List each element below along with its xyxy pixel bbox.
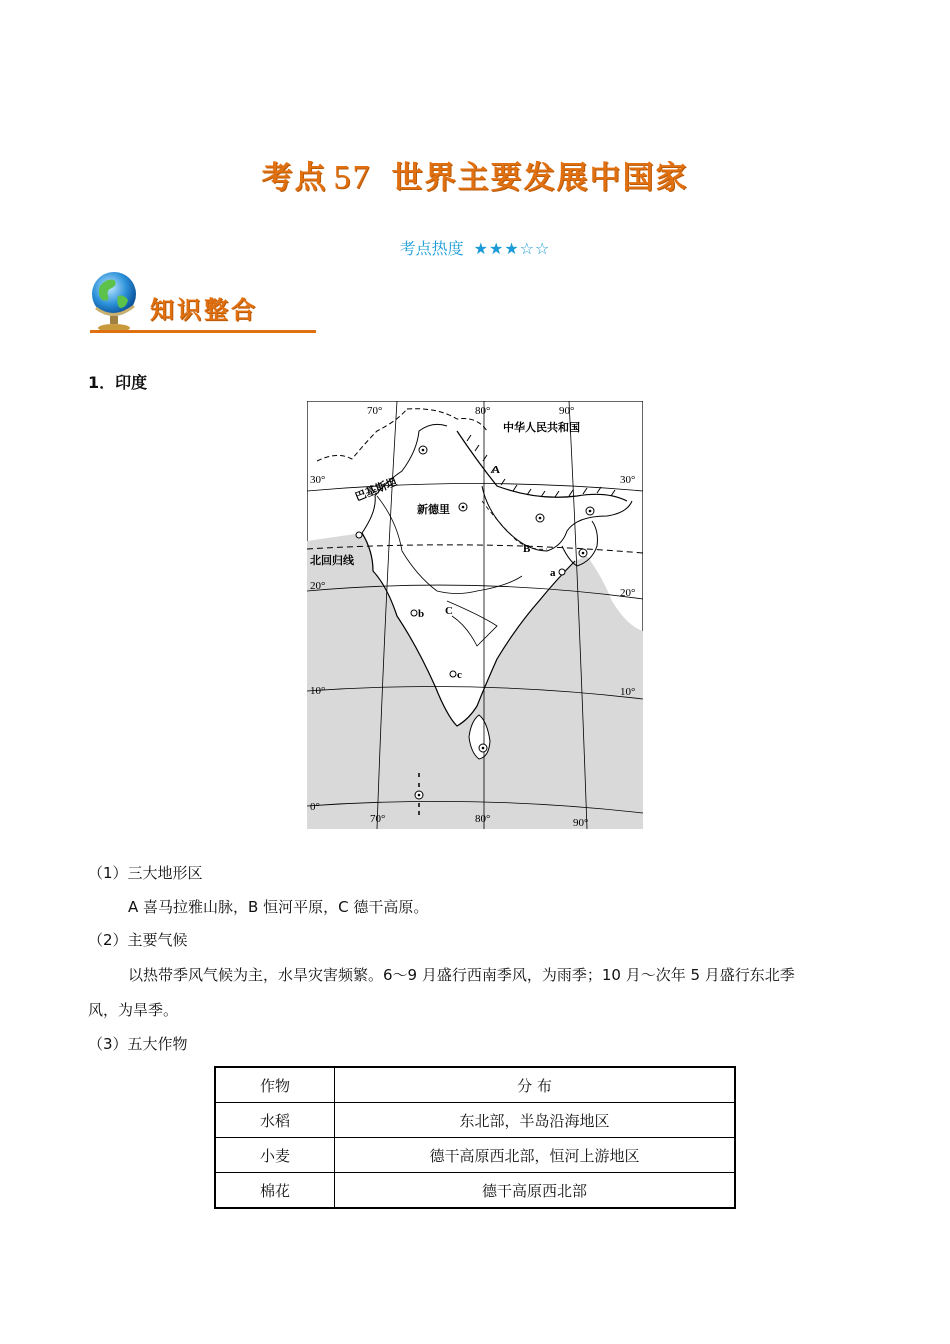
city-a — [559, 569, 565, 575]
lon-label-top: 90° — [559, 405, 575, 417]
label-b: b — [418, 608, 425, 620]
lat-label-right: 30° — [620, 474, 636, 486]
label-B: B — [523, 543, 531, 555]
china-label: 中华人民共和国 — [503, 421, 580, 434]
lon-label-top: 70° — [367, 405, 383, 417]
title-text: 世界主要发展中国家 — [391, 160, 689, 196]
lat-label-left: 20° — [310, 580, 326, 592]
heat-stars: ★★★☆☆ — [473, 239, 551, 258]
india-map — [307, 401, 643, 829]
lon-label-bottom: 80° — [475, 813, 491, 825]
table-row — [215, 1103, 735, 1138]
lat-label-right: 10° — [620, 686, 636, 698]
lat-label-right: 20° — [620, 587, 636, 599]
table-cell: 德干高原西北部，恒河上游地区 — [335, 1138, 736, 1173]
title-prefix: 考点 — [261, 160, 328, 196]
title-number: 57 — [333, 159, 372, 196]
crops-table — [214, 1066, 736, 1209]
city-c — [450, 671, 456, 677]
section-header — [88, 268, 318, 334]
city-karachi — [356, 532, 362, 538]
capital-label: 新德里 — [417, 503, 450, 516]
landforms-text: A 喜马拉雅山脉，B 恒河平原，C 德干高原。 — [128, 898, 429, 916]
section-underline — [90, 330, 316, 333]
label-C: C — [445, 605, 453, 617]
table-cell: 棉花 — [215, 1173, 335, 1209]
heat-rating — [0, 236, 950, 259]
label-a: a — [550, 567, 556, 579]
pakistan-label: 巴基斯坦 — [353, 475, 399, 504]
table-cell: 东北部，半岛沿海地区 — [335, 1103, 736, 1138]
lat-label-left: 10° — [310, 685, 326, 697]
climate-text-line2: 风，为旱季。 — [88, 1001, 179, 1019]
city-b — [411, 610, 417, 616]
label-c: c — [457, 669, 462, 681]
table-cell: 水稻 — [215, 1103, 335, 1138]
table-header-row — [215, 1067, 735, 1103]
globe-icon — [88, 268, 144, 334]
lon-label-top: 80° — [475, 405, 491, 417]
label-A: A — [492, 464, 500, 476]
lon-label-bottom: 70° — [370, 813, 386, 825]
tropic-label: 北回归线 — [310, 554, 354, 567]
section-label: 知识整合 — [150, 296, 258, 324]
header-cell: 分 布 — [335, 1067, 736, 1103]
sub-heading-climate: （2）主要气候 — [88, 931, 188, 949]
table-row — [215, 1173, 735, 1209]
heading-india: 1．印度 — [88, 373, 148, 392]
lat-label-left: 30° — [310, 474, 326, 486]
table-row — [215, 1138, 735, 1173]
heat-label: 考点热度 — [399, 239, 464, 258]
climate-text-line1: 以热带季风气候为主，水旱灾害频繁。6～9 月盛行西南季风，为雨季；10 月～次年 5 月盛行东北季 — [128, 966, 795, 984]
table-cell: 小麦 — [215, 1138, 335, 1173]
lat-label-left: 0° — [310, 801, 320, 813]
header-cell: 作物 — [215, 1067, 335, 1103]
table-cell: 德干高原西北部 — [335, 1173, 736, 1209]
sub-heading-landforms: （1）三大地形区 — [88, 864, 203, 882]
sub-heading-crops: （3）五大作物 — [88, 1035, 188, 1053]
lon-label-bottom: 90° — [573, 817, 589, 829]
page-title — [0, 152, 950, 197]
